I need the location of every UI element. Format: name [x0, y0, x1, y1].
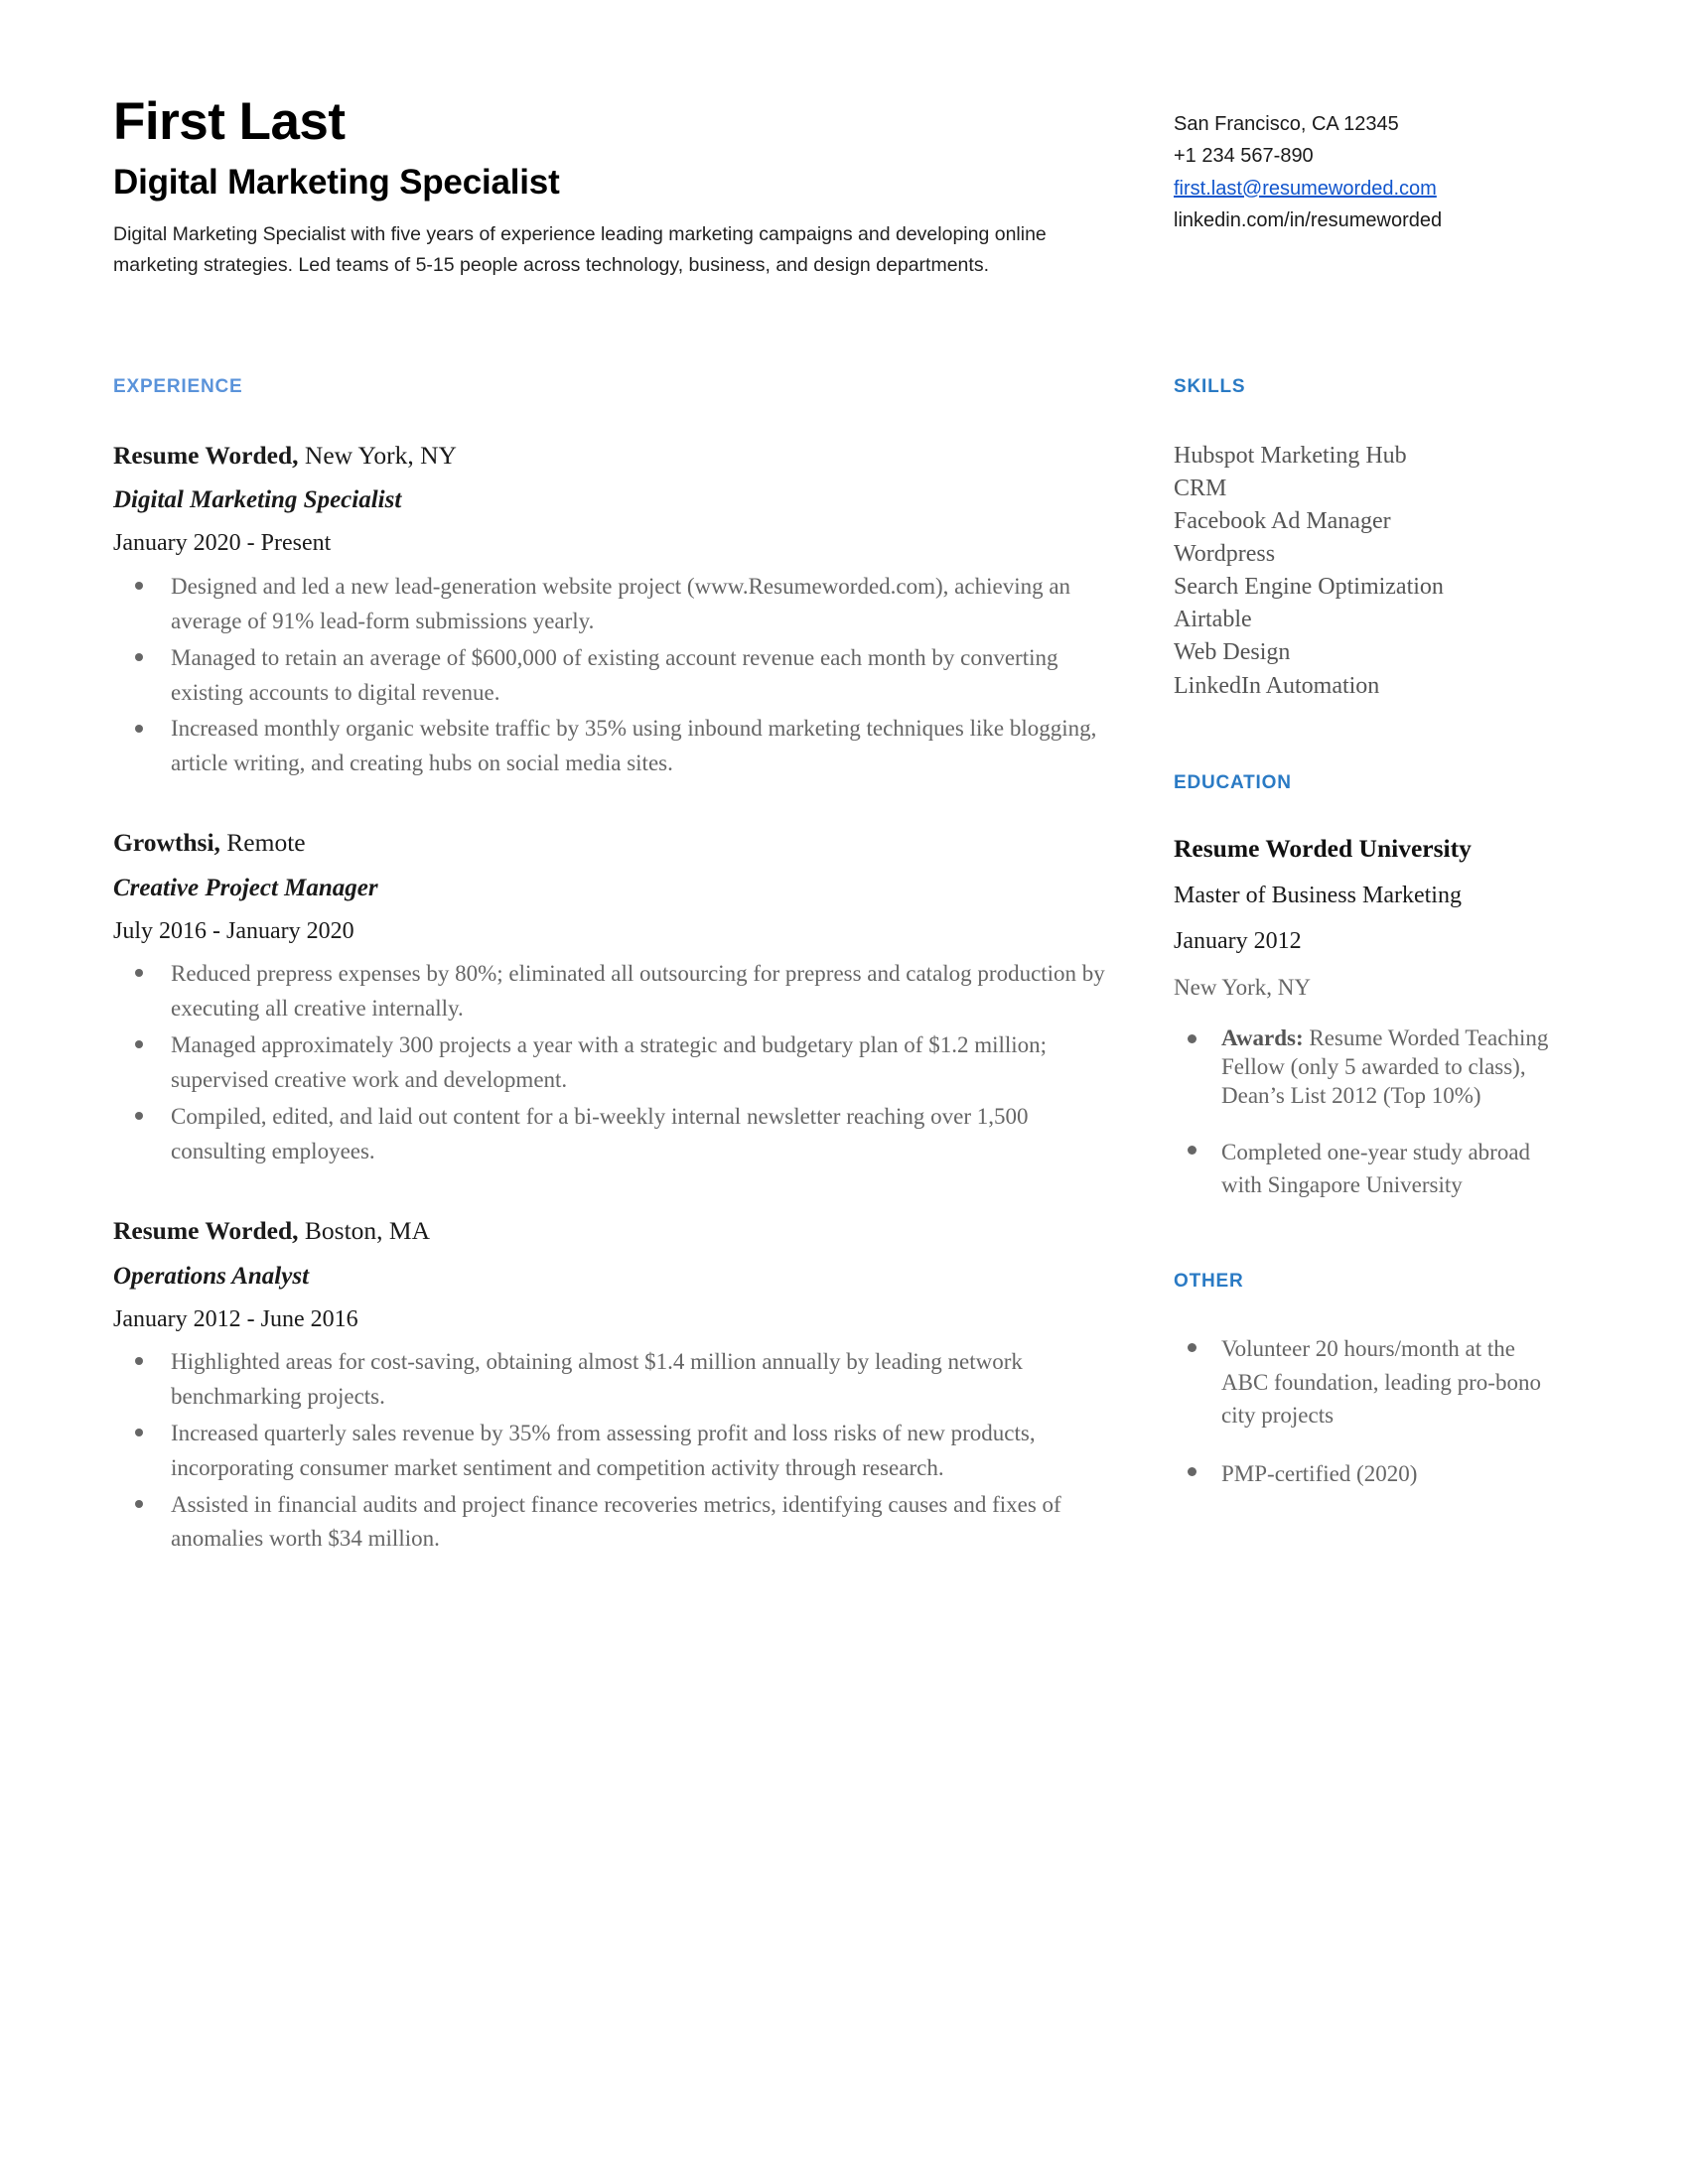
- job-bullet-text: Designed and led a new lead-generation website project (www.Resumeworded.com), achieving an average of 91% lead-form submissions yearly.: [171, 573, 1071, 633]
- section-heading-skills: SKILLS: [1174, 375, 1246, 397]
- job-bullet-text: Managed to retain an average of $600,000 of existing account revenue each month by converting existing accounts to digital revenue.: [171, 644, 1058, 705]
- bullet-dot-icon: [135, 653, 143, 661]
- skill-item: Airtable: [1174, 607, 1252, 633]
- bullet-dot-icon: [135, 1500, 143, 1508]
- skills-list: [1174, 440, 1561, 703]
- bullet-dot-icon: [135, 1040, 143, 1048]
- other-bullet-text: Volunteer 20 hours/month at the ABC foundation, leading pro-bono city projects: [1221, 1336, 1541, 1429]
- job-bullet: [113, 1028, 1116, 1098]
- contact-block: [1174, 94, 1571, 237]
- contact-linkedin: linkedin.com/in/resumeworded: [1174, 209, 1443, 232]
- section-heading-other: OTHER: [1174, 1271, 1244, 1293]
- bullet-dot-icon: [1188, 1467, 1196, 1476]
- skill-item: Facebook Ad Manager: [1174, 508, 1391, 535]
- job-bullet-text: Reduced prepress expenses by 80%; eliminated all outsourcing for prepress and catalog production by executing all creative internally.: [171, 961, 1105, 1022]
- experience-entry: [113, 440, 1116, 782]
- professional-headline: Digital Marketing Specialist: [113, 163, 560, 203]
- job-title: Digital Marketing Specialist: [113, 486, 402, 514]
- job-dates: July 2016 - January 2020: [113, 917, 354, 944]
- education-location: New York, NY: [1174, 974, 1312, 1000]
- job-bullet: [113, 712, 1116, 781]
- job-bullet-list: [113, 570, 1116, 782]
- education-entry: [1174, 834, 1561, 1202]
- main-column: [113, 376, 1116, 1603]
- job-dates: January 2020 - Present: [113, 530, 332, 557]
- side-column: [1174, 376, 1561, 1603]
- page-title: First Last: [113, 92, 346, 151]
- skill-item: Hubspot Marketing Hub: [1174, 442, 1407, 469]
- job-company-line: [113, 440, 1116, 473]
- bullet-dot-icon: [135, 1429, 143, 1436]
- job-bullet-text: Increased quarterly sales revenue by 35% from assessing profit and loss risks of new products, incorporating consumer market sentiment and competition activity through research.: [171, 1420, 1036, 1480]
- education-bullet-text: Completed one-year study abroad with Singapore University: [1221, 1139, 1531, 1198]
- other-bullet: [1174, 1457, 1561, 1490]
- skill-item: CRM: [1174, 475, 1227, 501]
- job-bullet-text: Assisted in financial audits and project finance recoveries metrics, identifying causes and fixes of anomalies worth $34 million.: [171, 1491, 1061, 1552]
- education-bullet-label: Awards:: [1221, 1024, 1304, 1050]
- other-bullet: [1174, 1332, 1561, 1432]
- job-bullet: [113, 570, 1116, 639]
- experience-entry: [113, 1215, 1116, 1558]
- job-company-line: [113, 827, 1116, 860]
- job-bullet-text: Highlighted areas for cost-saving, obtaining almost $1.4 million annually by leading network benchmarking projects.: [171, 1348, 1023, 1409]
- skill-item: Web Design: [1174, 639, 1291, 666]
- education-bullet: [1174, 1024, 1561, 1111]
- job-company-line: [113, 1215, 1116, 1248]
- job-bullet: [113, 641, 1116, 711]
- job-title: Creative Project Manager: [113, 874, 378, 901]
- bullet-dot-icon: [1188, 1034, 1196, 1043]
- job-bullet-list: [113, 957, 1116, 1169]
- job-bullet-text: Increased monthly organic website traffic by 35% using inbound marketing techniques like blogging, article writing, and creating hubs on social media sites.: [171, 716, 1097, 776]
- job-bullet: [113, 957, 1116, 1026]
- education-bullet-list: [1174, 1024, 1561, 1202]
- education-date: January 2012: [1174, 928, 1302, 955]
- bullet-dot-icon: [135, 1112, 143, 1120]
- job-dates: January 2012 - June 2016: [113, 1305, 358, 1332]
- job-bullet: [113, 1345, 1116, 1415]
- professional-summary: Digital Marketing Specialist with five years of experience leading marketing campaigns and developing online marketing strategies. Led teams of 5-15 people across technology, business, and design departments.: [113, 222, 1047, 277]
- job-bullet: [113, 1488, 1116, 1558]
- other-bullet-text: PMP-certified (2020): [1221, 1460, 1418, 1486]
- bullet-dot-icon: [135, 725, 143, 733]
- bullet-dot-icon: [135, 582, 143, 590]
- resume-body: [113, 376, 1571, 1603]
- job-bullet-text: Managed approximately 300 projects a year with a strategic and budgetary plan of $1.2 million; supervised creative work and development.: [171, 1032, 1048, 1093]
- job-bullet-text: Compiled, edited, and laid out content for a bi-weekly internal newsletter reaching over 1,500 consulting employees.: [171, 1103, 1029, 1163]
- job-location: New York, NY: [298, 440, 457, 470]
- contact-location: San Francisco, CA 12345: [1174, 113, 1399, 135]
- education-school: Resume Worded University: [1174, 833, 1472, 863]
- skill-item: LinkedIn Automation: [1174, 672, 1380, 699]
- section-heading-education: EDUCATION: [1174, 771, 1292, 793]
- bullet-dot-icon: [1188, 1343, 1196, 1352]
- resume-header: [113, 94, 1571, 282]
- bullet-dot-icon: [1188, 1146, 1196, 1155]
- job-company-name: Growthsi,: [113, 828, 220, 858]
- contact-email-link[interactable]: first.last@resumeworded.com: [1174, 177, 1437, 200]
- job-bullet: [113, 1417, 1116, 1486]
- other-bullet-list: [1174, 1332, 1561, 1489]
- education-degree: Master of Business Marketing: [1174, 883, 1462, 909]
- header-identity-block: [113, 94, 1116, 282]
- education-bullet: [1174, 1136, 1561, 1202]
- job-title: Operations Analyst: [113, 1262, 310, 1290]
- contact-phone: +1 234 567-890: [1174, 145, 1314, 168]
- section-heading-experience: EXPERIENCE: [113, 375, 243, 397]
- job-bullet: [113, 1100, 1116, 1169]
- job-bullet-list: [113, 1345, 1116, 1558]
- experience-entry: [113, 827, 1116, 1169]
- job-company-name: Resume Worded,: [113, 1215, 299, 1245]
- education-bullet-text: Resume Worded Teaching Fellow (only 5 awarded to class), Dean’s List 2012 (Top 10%): [1221, 1024, 1549, 1108]
- bullet-dot-icon: [135, 1357, 143, 1365]
- job-company-name: Resume Worded,: [113, 440, 299, 470]
- bullet-dot-icon: [135, 969, 143, 977]
- skill-item: Wordpress: [1174, 541, 1276, 568]
- job-location: Boston, MA: [298, 1215, 431, 1245]
- skill-item: Search Engine Optimization: [1174, 574, 1444, 601]
- job-location: Remote: [219, 828, 306, 858]
